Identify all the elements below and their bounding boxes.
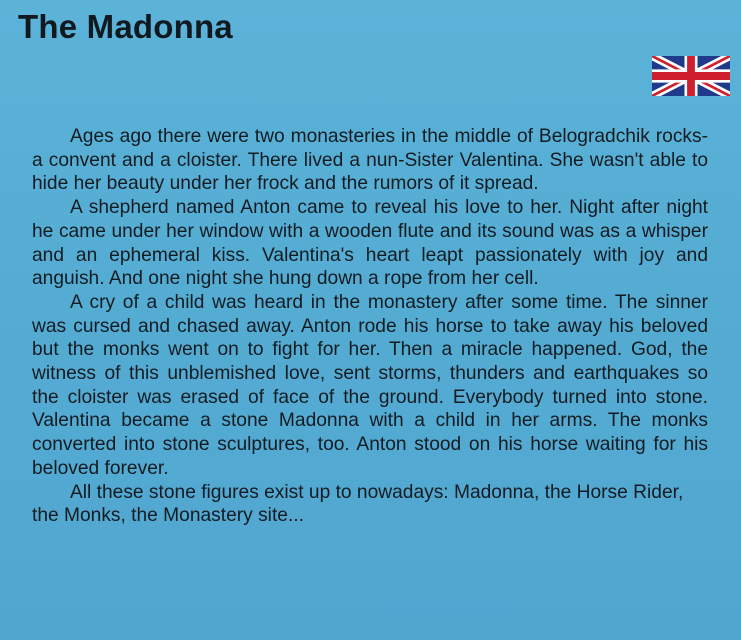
- sign-story: [32, 125, 708, 528]
- sign-title: The Madonna: [18, 8, 233, 45]
- story-paragraph-4: All these stone figures exist up to nowadays: Madonna, the Horse Rider, the Monks, the Monastery site...: [32, 481, 684, 527]
- story-paragraph-1: Ages ago there were two monasteries in the middle of Belogradchik rocks-a convent and a cloister. There lived a nun-Sister Valentina. She wasn't able to hide her beauty under her frock and the rumors of it spread.: [32, 126, 708, 195]
- story-paragraph-2: A shepherd named Anton came to reveal his love to her. Night after night he came under her window with a wooden flute and its sound was as a whisper and an ephemeral kiss. Valentina's heart leapt passionately with joy and anguish. And one night she hung down a rope from her cell.: [32, 197, 708, 290]
- uk-flag-icon: [652, 56, 730, 96]
- story-paragraph-3: A cry of a child was heard in the monastery after some time. The sinner was cursed and chased away. Anton rode his horse to take away his beloved but the monks went on to fight for her. Then a miracle happened. God, the witness of this unblemished love, sent storms, thunders and earthquakes so the cloister was erased of face of the ground. Everybody turned into stone. Valentina became a stone Madonna with a child in her arms. The monks converted into stone sculptures, too. Anton stood on his horse waiting for his beloved forever.: [32, 291, 708, 479]
